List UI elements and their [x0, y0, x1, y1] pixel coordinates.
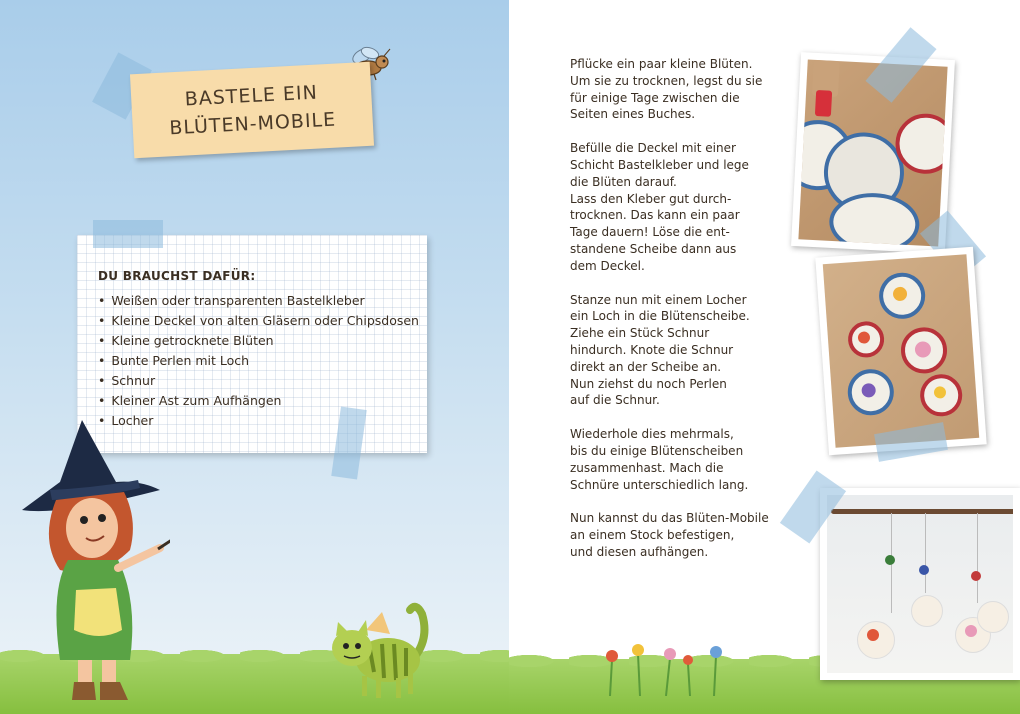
instruction-step-3: Stanze nun mit einem Locher ein Loch in die Blütenscheibe. Ziehe ein Stück Schnur hindurch. Knote die Schnur direkt an der Scheibe an. Nun ziehst du noch Perlen auf die Schnur.: [570, 292, 750, 408]
title-line-1: BASTELE EIN: [184, 81, 319, 111]
list-item: • Weißen oder transparenten Bastelkleber: [98, 291, 419, 311]
list-item: • Kleine getrocknete Blüten: [98, 331, 419, 351]
instruction-step-5: Nun kannst du das Blüten-Mobile an einem Stock befestigen, und diesen aufhängen.: [570, 511, 769, 559]
list-item: • Schnur: [98, 371, 419, 391]
list-item: • Kleine Deckel von alten Gläsern oder Chipsdosen: [98, 311, 419, 331]
left-page: [0, 0, 509, 714]
list-item: • Locher: [98, 411, 419, 431]
photo-flower-discs: [815, 247, 986, 456]
list-item: • Bunte Perlen mit Loch: [98, 351, 419, 371]
flowers-illustration: [590, 640, 730, 696]
tape-strip: [93, 220, 163, 248]
instruction-step-2: Befülle die Deckel mit einer Schicht Bastelkleber und lege die Blüten darauf. Lass den Kleber gut durch- trocknen. Das kann ein paar Tage dauern! Löse die ent- standene Scheibe dann aus dem Deckel.: [570, 141, 749, 273]
title-card: [130, 62, 374, 158]
photo-finished-mobile: [820, 488, 1020, 680]
list-item: • Kleiner Ast zum Aufhängen: [98, 391, 419, 411]
cat-illustration: [330, 600, 430, 700]
instruction-step-1: Pflücke ein paar kleine Blüten. Um sie zu trocknen, legst du sie für einige Tage zwischen die Seiten eines Buches.: [570, 57, 763, 122]
supplies-list: [98, 291, 419, 431]
instructions-text: [570, 56, 785, 578]
witch-illustration: [20, 420, 170, 705]
title-line-2: BLÜTEN-MOBILE: [168, 108, 337, 140]
instruction-step-4: Wiederhole dies mehrmals, bis du einige Blütenscheiben zusammenhast. Mach die Schnüre unterschiedlich lang.: [570, 427, 749, 492]
supplies-heading: DU BRAUCHST DAFÜR:: [98, 269, 256, 283]
